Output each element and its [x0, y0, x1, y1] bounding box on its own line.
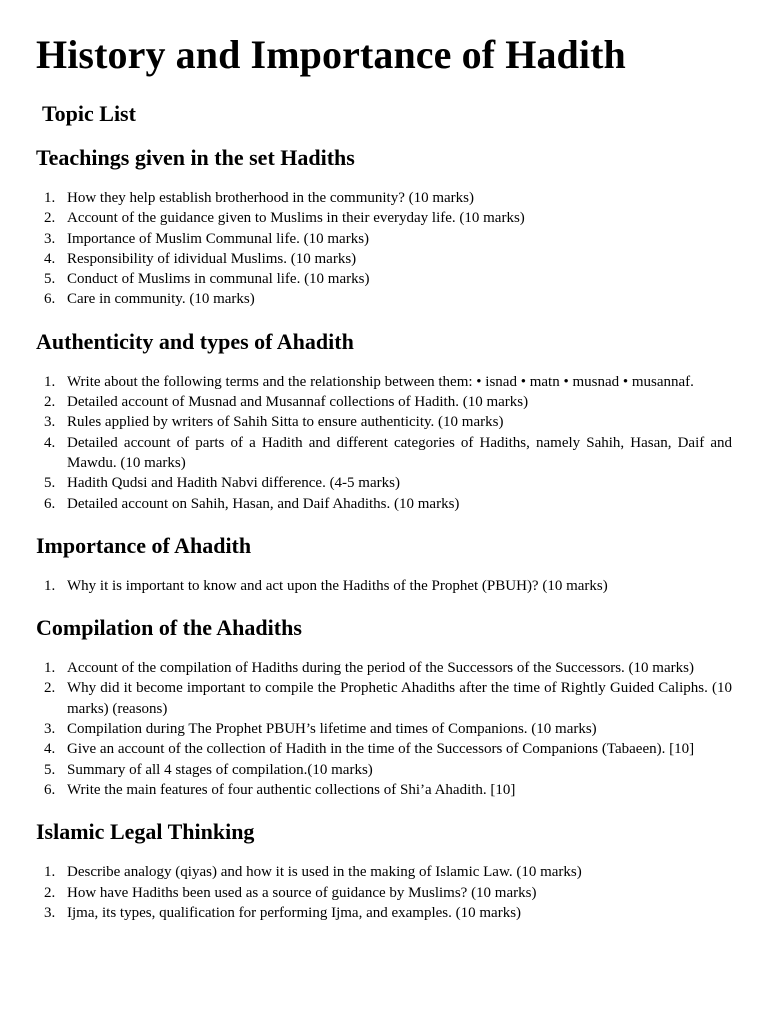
list-item — [36, 678, 732, 719]
list-item-text: Rules applied by writers of Sahih Sitta to ensure authenticity. (10 marks) — [67, 414, 504, 431]
list-item-number: 5. — [44, 761, 56, 778]
list-item — [36, 208, 732, 228]
list-item — [36, 780, 732, 800]
list-item-text: Describe analogy (qiyas) and how it is used in the making of Islamic Law. (10 marks) — [67, 864, 582, 881]
list-item-number: 1. — [44, 864, 56, 881]
list-item-text: Account of the guidance given to Muslims in their everyday life. (10 marks) — [67, 210, 525, 227]
list-item — [36, 188, 732, 208]
list-item — [36, 372, 732, 392]
list-item — [36, 719, 732, 739]
question-list — [36, 658, 732, 800]
list-item-text: Write about the following terms and the relationship between them: • isnad • matn • musnad • musannaf. — [67, 373, 694, 390]
section-heading: Importance of Ahadith — [36, 532, 252, 558]
question-list — [36, 372, 732, 514]
list-item-text: How they help establish brotherhood in the community? (10 marks) — [67, 190, 474, 206]
list-item-text: Summary of all 4 stages of compilation.(10 marks) — [67, 761, 373, 778]
section — [36, 818, 732, 923]
list-item-text: Why it is important to know and act upon the Hadiths of the Prophet (PBUH)? (10 marks) — [67, 577, 608, 594]
list-item-number: 2. — [44, 884, 56, 901]
list-item — [36, 739, 732, 759]
list-item-text: Conduct of Muslims in communal life. (10 marks) — [67, 271, 370, 288]
section-heading: Islamic Legal Thinking — [36, 819, 255, 845]
list-item-number: 4. — [44, 434, 56, 451]
list-item — [36, 760, 732, 780]
list-item-text: Detailed account of parts of a Hadith and different categories of Hadiths, namely Sahih, Hasan, Daif and Mawdu. (10 marks) — [67, 434, 732, 471]
list-item — [36, 392, 732, 412]
list-item-number: 3. — [44, 721, 56, 738]
list-item — [36, 433, 732, 474]
list-item-text: Why did it become important to compile the Prophetic Ahadiths after the time of Rightly Guided Caliphs. (10 marks) (reasons) — [67, 680, 732, 717]
list-item-text: Detailed account on Sahih, Hasan, and Daif Ahadiths. (10 marks) — [67, 495, 460, 512]
list-item — [36, 658, 732, 678]
list-item-number: 6. — [44, 781, 56, 798]
list-item — [36, 289, 732, 309]
list-item-number: 2. — [44, 210, 56, 227]
list-item-text: Importance of Muslim Communal life. (10 marks) — [67, 230, 370, 247]
list-item-number: 3. — [44, 230, 56, 247]
list-item-text: Compilation during The Prophet PBUH’s lifetime and times of Companions. (10 marks) — [67, 721, 597, 738]
list-item — [36, 229, 732, 249]
question-list — [36, 576, 732, 596]
page-title: History and Importance of Hadith — [36, 32, 626, 77]
question-list — [36, 862, 732, 923]
list-item-number: 5. — [44, 271, 56, 288]
section — [36, 614, 732, 800]
list-item-number: 4. — [44, 741, 56, 758]
list-item — [36, 249, 732, 269]
list-item-number: 1. — [44, 577, 56, 594]
topic-list-label: Topic List — [42, 101, 136, 126]
list-item-number: 1. — [44, 373, 56, 390]
list-item-number: 1. — [44, 660, 56, 677]
list-item-number: 6. — [44, 291, 56, 308]
list-item-text: Account of the compilation of Hadiths during the period of the Successors of the Successors. (10 marks) — [67, 660, 694, 677]
list-item-text: Give an account of the collection of Hadith in the time of the Successors of Companions (Tabaeen). [10] — [67, 741, 695, 758]
section-heading: Authenticity and types of Ahadith — [36, 328, 354, 354]
list-item-text: Ijma, its types, qualification for performing Ijma, and examples. (10 marks) — [67, 904, 522, 921]
list-item — [36, 473, 732, 493]
list-item-text: Hadith Qudsi and Hadith Nabvi difference. (4-5 marks) — [67, 475, 400, 492]
list-item — [36, 576, 732, 596]
section — [36, 328, 732, 514]
list-item — [36, 862, 732, 882]
list-item — [36, 269, 732, 289]
list-item — [36, 412, 732, 432]
section-heading: Teachings given in the set Hadiths — [36, 145, 355, 170]
section — [36, 144, 732, 310]
question-list — [36, 188, 732, 310]
list-item-number: 3. — [44, 904, 56, 921]
list-item-number: 4. — [44, 250, 56, 267]
list-item — [36, 883, 732, 903]
list-item-number: 2. — [44, 394, 56, 411]
list-item-text: How have Hadiths been used as a source of guidance by Muslims? (10 marks) — [67, 884, 537, 901]
document-page — [36, 32, 732, 923]
list-item-number: 3. — [44, 414, 56, 431]
list-item — [36, 903, 732, 923]
sections-container — [36, 144, 732, 923]
list-item-number: 1. — [44, 190, 56, 206]
list-item-number: 2. — [44, 680, 56, 697]
list-item-number: 5. — [44, 475, 56, 492]
list-item-text: Responsibility of idividual Muslims. (10 marks) — [67, 250, 357, 267]
section-heading: Compilation of the Ahadiths — [36, 615, 302, 641]
list-item — [36, 494, 732, 514]
section — [36, 532, 732, 596]
list-item-number: 6. — [44, 495, 56, 512]
list-item-text: Write the main features of four authentic collections of Shi’a Ahadith. [10] — [67, 781, 516, 798]
list-item-text: Detailed account of Musnad and Musannaf collections of Hadith. (10 marks) — [67, 394, 529, 411]
list-item-text: Care in community. (10 marks) — [67, 291, 255, 308]
